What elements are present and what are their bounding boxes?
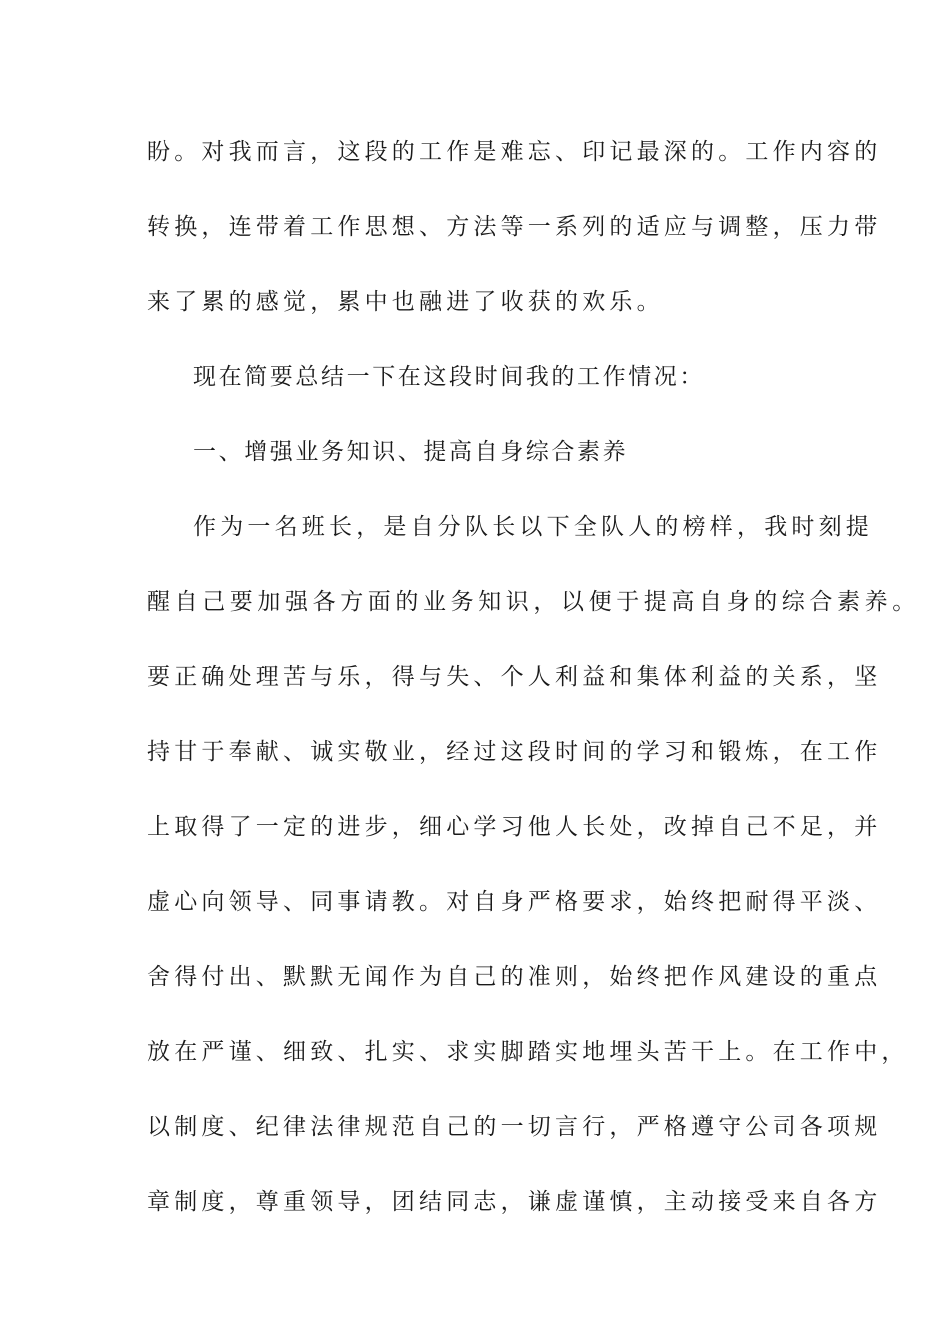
paragraph-line: 章制度，尊重领导，团结同志，谦虚谨慎，主动接受来自各方 xyxy=(147,1189,882,1215)
paragraph-line: 舍得付出、默默无闻作为自己的准则，始终把作风建设的重点 xyxy=(147,964,882,990)
paragraph-line: 要正确处理苦与乐，得与失、个人利益和集体利益的关系，坚 xyxy=(147,664,882,690)
section-heading: 一、增强业务知识、提高自身综合素养 xyxy=(193,439,629,465)
paragraph-line: 放在严谨、细致、扎实、求实脚踏实地埋头苦干上。在工作中， xyxy=(147,1039,909,1065)
paragraph-line: 现在简要总结一下在这段时间我的工作情况： xyxy=(193,364,705,390)
paragraph-line: 转换，连带着工作思想、方法等一系列的适应与调整，压力带 xyxy=(147,214,882,240)
paragraph-line: 虚心向领导、同事请教。对自身严格要求，始终把耐得平淡、 xyxy=(147,889,882,915)
paragraph-line: 来了累的感觉，累中也融进了收获的欢乐。 xyxy=(147,289,664,315)
paragraph-line: 上取得了一定的进步，细心学习他人长处，改掉自己不足，并 xyxy=(147,814,882,840)
paragraph-line: 醒自己要加强各方面的业务知识，以便于提高自身的综合素养。 xyxy=(147,589,920,615)
paragraph-line: 以制度、纪律法律规范自己的一切言行，严格遵守公司各项规 xyxy=(147,1114,882,1140)
paragraph-line: 盼。对我而言，这段的工作是难忘、印记最深的。工作内容的 xyxy=(147,139,882,165)
paragraph-line: 持甘于奉献、诚实敬业，经过这段时间的学习和锻炼，在工作 xyxy=(147,739,882,765)
paragraph-line: 作为一名班长，是自分队长以下全队人的榜样，我时刻提 xyxy=(193,514,873,540)
